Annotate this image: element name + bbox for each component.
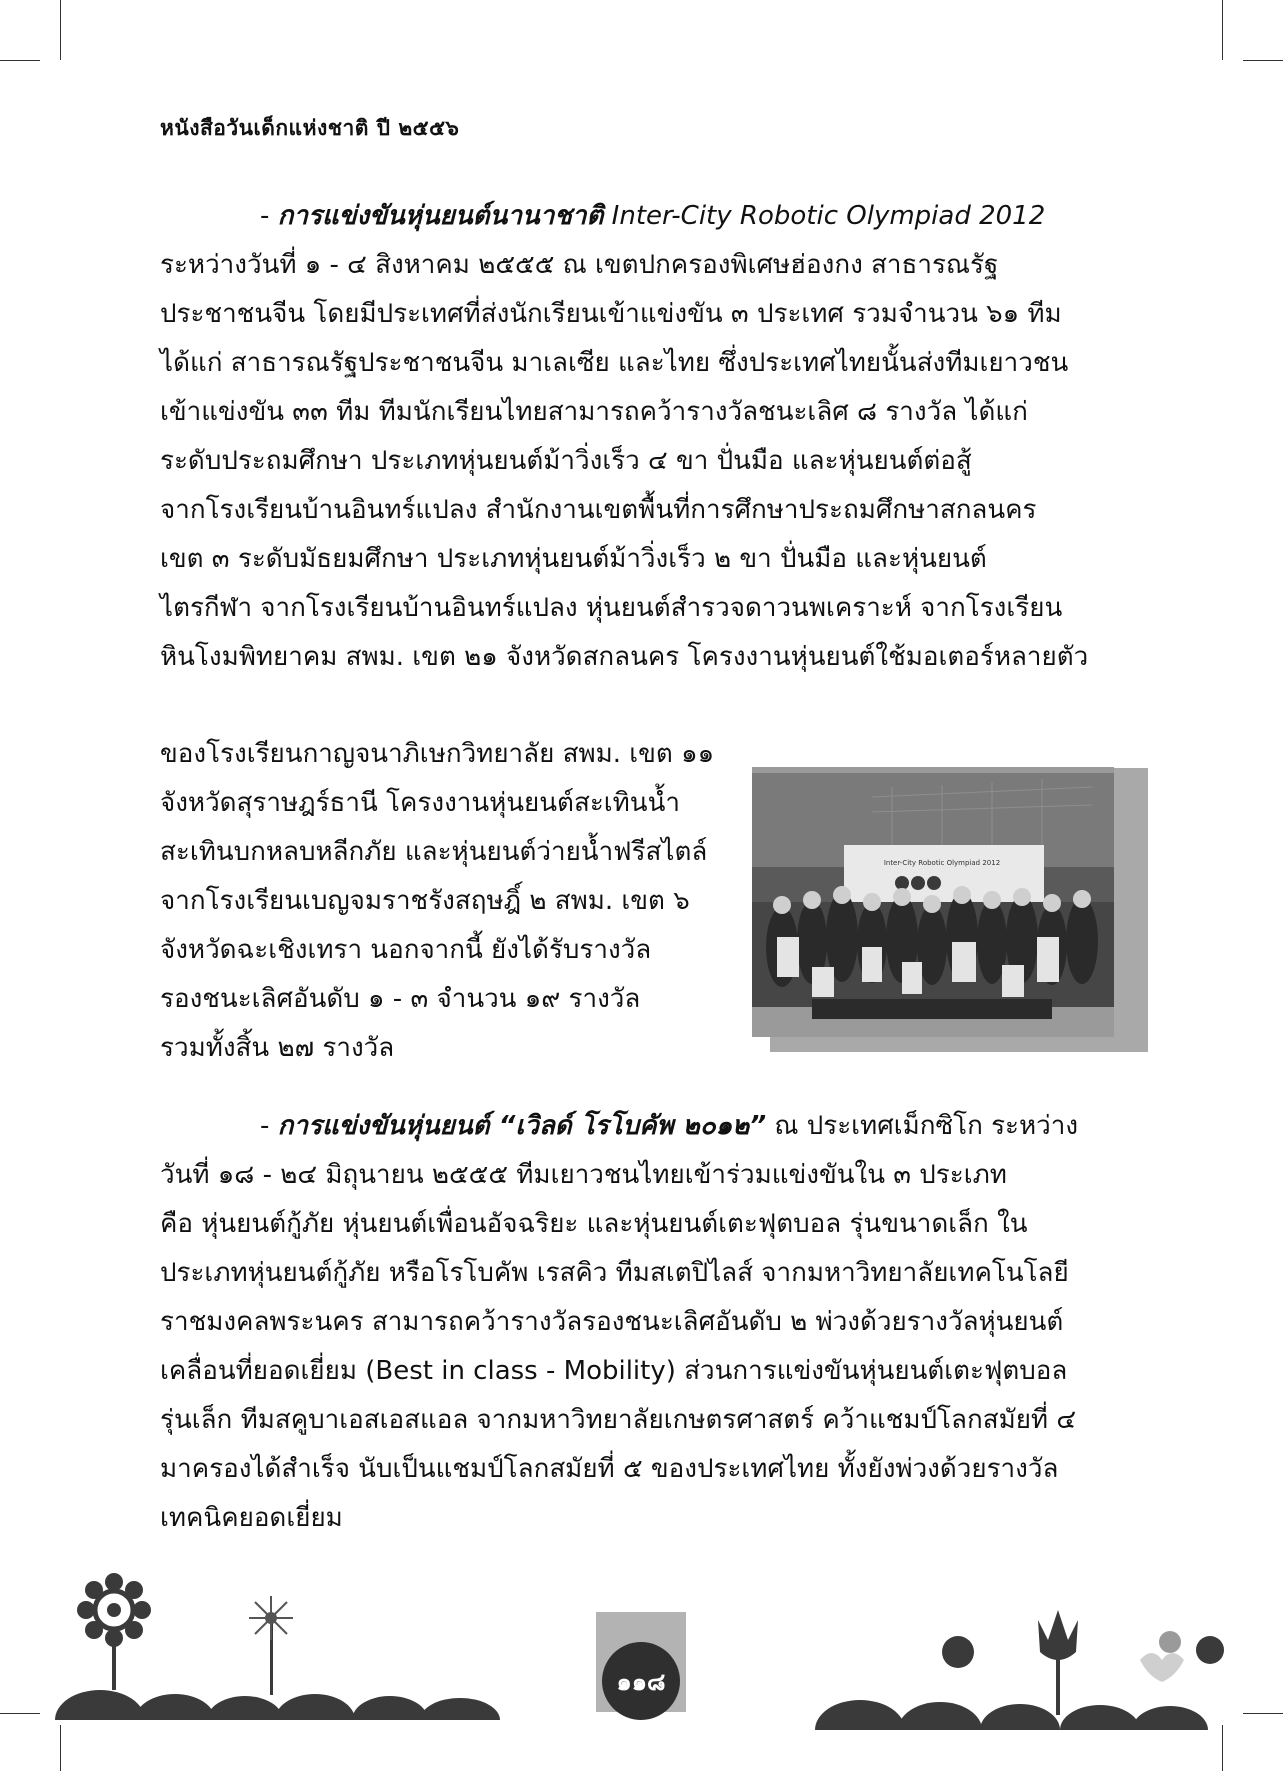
page-number: ๑๑๘	[602, 1642, 680, 1720]
body-line: รุ่นเล็ก ทีมสคูบาเอสเอสแอล จากมหาวิทยาลัยเกษตรศาสตร์ คว้าแชมป์โลกสมัยที่ ๔	[160, 1405, 1077, 1435]
team-photo-illustration	[752, 767, 1114, 1037]
body-line: สะเทินบกหลบหลีกภัย และหุ่นยนต์ว่ายน้ำฟรีสไตล์	[160, 837, 708, 867]
section-2	[160, 1102, 1125, 1543]
body-line: เขต ๓ ระดับมัธยมศึกษา ประเภทหุ่นยนต์ม้าวิ่งเร็ว ๒ ขา ปั่นมือ และหุ่นยนต์	[160, 544, 987, 574]
body-line: จังหวัดสุราษฎร์ธานี โครงงานหุ่นยนต์สะเทินน้ำ	[160, 788, 680, 818]
body-line: เทคนิคยอดเยี่ยม	[160, 1503, 343, 1533]
section-1-heading	[160, 192, 1125, 241]
body-line: วันที่ ๑๘ - ๒๔ มิถุนายน ๒๕๕๕ ทีมเยาวชนไทยเข้าร่วมแข่งขันใน ๓ ประเภท	[160, 1160, 1007, 1190]
body-line: ได้แก่ สาธารณรัฐประชาชนจีน มาเลเซีย และไทย ซึ่งประเทศไทยนั้นส่งทีมเยาวชน	[160, 348, 1069, 378]
body-line: รองชนะเลิศอันดับ ๑ - ๓ จำนวน ๑๙ รางวัล	[160, 984, 641, 1014]
flower-decoration-left	[40, 1570, 540, 1720]
crop-mark	[0, 1713, 40, 1714]
section-2-heading	[160, 1102, 1125, 1151]
crop-mark	[1243, 60, 1283, 61]
banner-text: Inter-City Robotic Olympiad 2012	[883, 859, 1001, 867]
body-line: รวมทั้งสิ้น ๒๗ รางวัล	[160, 1033, 395, 1063]
body-line: มาครองได้สำเร็จ นับเป็นแชมป์โลกสมัยที่ ๕ ของประเทศไทย ทั้งยังพ่วงด้วยรางวัล	[160, 1454, 1059, 1484]
section-2-title: การแข่งขันหุ่นยนต์ “เวิลด์ โรโบคัพ ๒๐๑๒”	[277, 1111, 767, 1141]
crop-mark	[1222, 1725, 1223, 1771]
body-line: ระหว่างวันที่ ๑ - ๔ สิงหาคม ๒๕๕๕ ณ เขตปกครองพิเศษฮ่องกง สาธารณรัฐ	[160, 250, 999, 280]
body-line: ระดับประถมศึกษา ประเภทหุ่นยนต์ม้าวิ่งเร็ว ๔ ขา ปั่นมือ และหุ่นยนต์ต่อสู้	[160, 446, 972, 476]
bullet-dash: -	[260, 1111, 278, 1141]
body-line: จากโรงเรียนบ้านอินทร์แปลง สำนักงานเขตพื้นที่การศึกษาประถมศึกษาสกลนคร	[160, 495, 1037, 525]
team-photo	[752, 767, 1114, 1037]
section-1-title-en: Inter-City Robotic Olympiad 2012	[603, 201, 1046, 231]
body-line: เข้าแข่งขัน ๓๓ ทีม ทีมนักเรียนไทยสามารถคว้ารางวัลชนะเลิศ ๘ รางวัล ได้แก่	[160, 397, 1028, 427]
crop-mark	[0, 60, 40, 61]
body-line: ราชมงคลพระนคร สามารถคว้ารางวัลรองชนะเลิศอันดับ ๒ พ่วงด้วยรางวัลหุ่นยนต์	[160, 1307, 1064, 1337]
body-line: ประเภทหุ่นยนต์กู้ภัย หรือโรโบคัพ เรสคิว ทีมสเตปิไลส์ จากมหาวิทยาลัยเทคโนโลยี	[160, 1258, 1069, 1288]
body-line: จังหวัดฉะเชิงเทรา นอกจากนี้ ยังได้รับรางวัล	[160, 935, 652, 965]
body-line: ของโรงเรียนกาญจนาภิเษกวิทยาลัย สพม. เขต ๑๑	[160, 739, 715, 769]
crop-mark	[60, 0, 61, 60]
section-1-title: การแข่งขันหุ่นยนต์นานาชาติ	[277, 201, 604, 231]
body-line: จากโรงเรียนเบญจมราชรังสฤษฎิ์ ๒ สพม. เขต ๖	[160, 886, 690, 916]
bullet-dash: -	[260, 201, 278, 231]
crop-mark	[1222, 0, 1223, 60]
body-line: เคลื่อนที่ยอดเยี่ยม (Best in class - Mobility) ส่วนการแข่งขันหุ่นยนต์เตะฟุตบอล	[160, 1356, 1068, 1386]
section-1	[160, 192, 1125, 682]
section-2-first-line: ณ ประเทศเม็กซิโก ระหว่าง	[766, 1111, 1079, 1141]
wrapped-text	[160, 730, 720, 1073]
body-line: ไตรกีฬา จากโรงเรียนบ้านอินทร์แปลง หุ่นยนต์สำรวจดาวนพเคราะห์ จากโรงเรียน	[160, 593, 1063, 623]
body-line: หินโงมพิทยาคม สพม. เขต ๒๑ จังหวัดสกลนคร โครงงานหุ่นยนต์ใช้มอเตอร์หลายตัว	[160, 642, 1089, 672]
body-line: ประชาชนจีน โดยมีประเทศที่ส่งนักเรียนเข้าแข่งขัน ๓ ประเทศ รวมจำนวน ๖๑ ทีม	[160, 299, 1062, 329]
tulip-decoration-right	[810, 1600, 1250, 1730]
running-header: หนังสือวันเด็กแห่งชาติ ปี ๒๕๕๖	[160, 116, 460, 140]
body-line: คือ หุ่นยนต์กู้ภัย หุ่นยนต์เพื่อนอัจฉริยะ และหุ่นยนต์เตะฟุตบอล รุ่นขนาดเล็ก ใน	[160, 1209, 1028, 1239]
crop-mark	[60, 1725, 61, 1771]
